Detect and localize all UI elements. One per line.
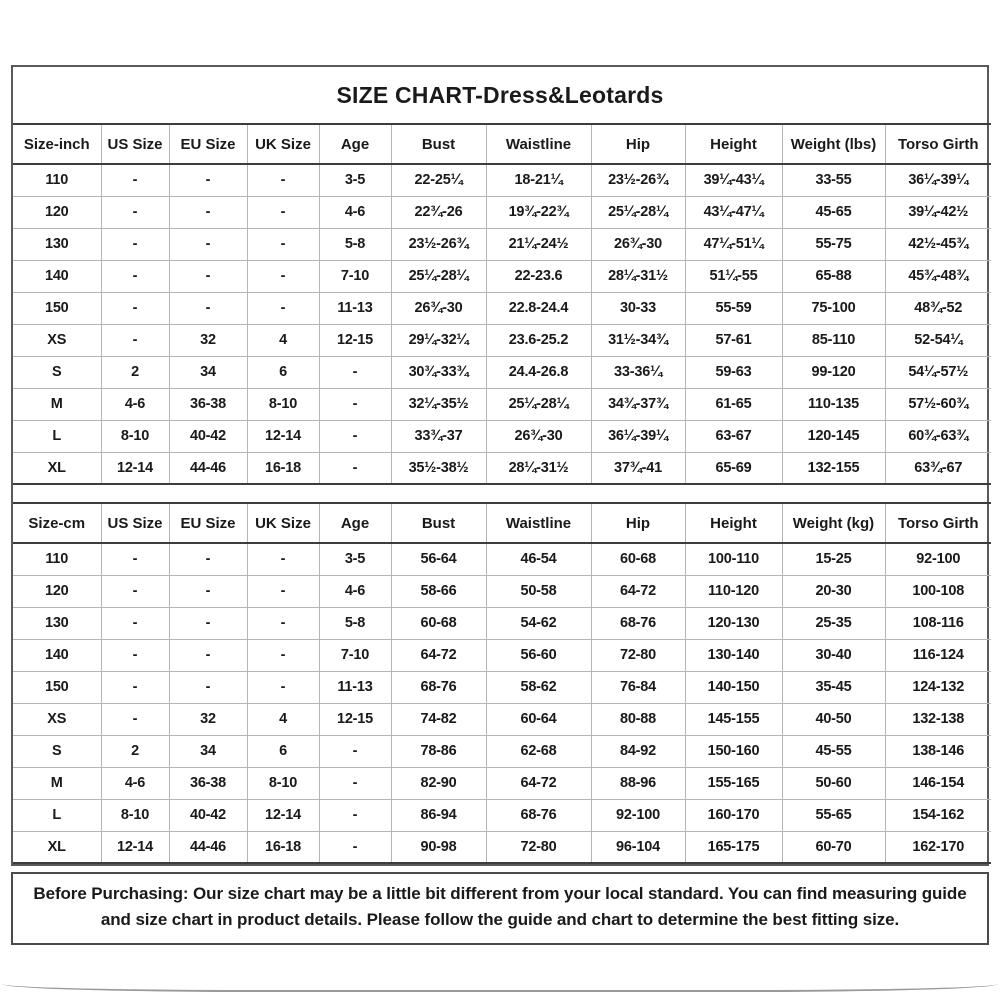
- table-cell: 11-13: [319, 671, 391, 703]
- table-cell: 65-88: [782, 260, 885, 292]
- table-cell: 36-38: [169, 767, 247, 799]
- size-label-cell: S: [13, 735, 101, 767]
- table-cell: 54-62: [486, 607, 591, 639]
- table-cell: 51¼-55: [685, 260, 782, 292]
- table-cell: 36¼-39¼: [885, 164, 991, 196]
- table-cell: 58-66: [391, 575, 486, 607]
- table-cell: 84-92: [591, 735, 685, 767]
- table-cell: 52-54¼: [885, 324, 991, 356]
- column-header-uk-size: UK Size: [247, 124, 319, 164]
- table-cell: 30¾-33¾: [391, 356, 486, 388]
- table-cell: 50-58: [486, 575, 591, 607]
- table-row-l: [13, 799, 991, 831]
- table-cell: 130-140: [685, 639, 782, 671]
- table-cell: 21¼-24½: [486, 228, 591, 260]
- table-row-xl: [13, 452, 991, 484]
- table-cell: 88-96: [591, 767, 685, 799]
- table-cell: -: [101, 703, 169, 735]
- table-cell: 33¾-37: [391, 420, 486, 452]
- table-cell: 47¼-51¼: [685, 228, 782, 260]
- table-cell: 138-146: [885, 735, 991, 767]
- table-cell: -: [319, 735, 391, 767]
- table-cell: 25¼-28¼: [591, 196, 685, 228]
- table-cell: 56-64: [391, 543, 486, 575]
- table-cell: 4-6: [319, 575, 391, 607]
- column-header-height: Height: [685, 124, 782, 164]
- size-label-cell: XS: [13, 703, 101, 735]
- page-title: SIZE CHART-Dress&Leotards: [336, 81, 664, 108]
- table-cell: 140-150: [685, 671, 782, 703]
- table-row-xl: [13, 831, 991, 863]
- size-label-cell: XS: [13, 324, 101, 356]
- table-cell: 26¾-30: [391, 292, 486, 324]
- table-cell: 23½-26¾: [391, 228, 486, 260]
- table-cell: 60¾-63¾: [885, 420, 991, 452]
- table-row-150: [13, 671, 991, 703]
- page-curl-line: [2, 976, 998, 992]
- size-label-cell: 110: [45, 172, 69, 189]
- table-cell: 116-124: [885, 639, 991, 671]
- table-cell: 55-65: [782, 799, 885, 831]
- table-cell: 22-23.6: [486, 260, 591, 292]
- table-cell: 82-90: [391, 767, 486, 799]
- table-cell: 22-25¼: [391, 164, 486, 196]
- purchase-note-box: [11, 872, 989, 945]
- column-header-bust: Bust: [391, 124, 486, 164]
- column-header-eu-size: EU Size: [169, 503, 247, 543]
- table-cell: 46-54: [486, 543, 591, 575]
- table-cell: 146-154: [885, 767, 991, 799]
- table-cell: -: [169, 228, 247, 260]
- table-cell: -: [169, 260, 247, 292]
- table-cell: 3-5: [319, 543, 391, 575]
- table-cell: -: [319, 799, 391, 831]
- size-label-cell: L: [13, 799, 101, 831]
- table-row-140: [13, 639, 991, 671]
- size-label-cell: XL: [13, 831, 101, 863]
- table-cell: 44-46: [169, 831, 247, 863]
- column-header-waistline: Waistline: [486, 503, 591, 543]
- table-cell: 74-82: [391, 703, 486, 735]
- table-cell: 12-14: [247, 799, 319, 831]
- table-cell: 23½-26¾: [591, 164, 685, 196]
- table-cell: 33-55: [782, 164, 885, 196]
- size-label-cell: 140: [13, 260, 101, 292]
- header-row-cm: [13, 503, 991, 543]
- table-cell: -: [319, 767, 391, 799]
- table-cell: -: [101, 543, 169, 575]
- table-cell: -: [101, 324, 169, 356]
- column-header-eu-size: EU Size: [169, 124, 247, 164]
- column-header-size-inch: Size-inch: [13, 124, 101, 164]
- table-cell: 99-120: [782, 356, 885, 388]
- table-cell: 4: [247, 324, 319, 356]
- column-header-hip: Hip: [591, 503, 685, 543]
- table-cell: 4: [247, 703, 319, 735]
- table-cell: -: [169, 671, 247, 703]
- table-cell: 8-10: [101, 799, 169, 831]
- table-cell: 42½-45¾: [885, 228, 991, 260]
- table-cell: -: [169, 196, 247, 228]
- table-cell: 64-72: [591, 575, 685, 607]
- table-cell: 25¼-28¼: [391, 260, 486, 292]
- table-cell: -: [101, 292, 169, 324]
- size-label-cell: M: [13, 767, 101, 799]
- table-cell: -: [247, 607, 319, 639]
- size-label-cell: M: [13, 388, 101, 420]
- table-cell: 120-130: [685, 607, 782, 639]
- table-cell: 80-88: [591, 703, 685, 735]
- table-cell: 100-110: [685, 543, 782, 575]
- table-cell: 36-38: [169, 388, 247, 420]
- table-cell: 50-60: [782, 767, 885, 799]
- table-cell: 92-100: [591, 799, 685, 831]
- table-cell: -: [169, 639, 247, 671]
- table-cell: 150-160: [685, 735, 782, 767]
- table-cell: 78-86: [391, 735, 486, 767]
- table-cell: 18-21¼: [486, 164, 591, 196]
- table-row-m: [13, 388, 991, 420]
- table-cell: 29¼-32¼: [391, 324, 486, 356]
- table-cell: 12-14: [101, 831, 169, 863]
- table-cell: 40-42: [169, 799, 247, 831]
- size-label-cell: S: [13, 356, 101, 388]
- size-label-cell: 110: [45, 551, 69, 568]
- table-cell: 145-155: [685, 703, 782, 735]
- table-cell: 65-69: [685, 452, 782, 484]
- table-cell: 16-18: [247, 831, 319, 863]
- table-row-xs: [13, 703, 991, 735]
- table-cell: -: [169, 543, 247, 575]
- table-gap: [13, 485, 987, 502]
- table-cell: 33-36¼: [591, 356, 685, 388]
- column-header-height: Height: [685, 503, 782, 543]
- table-cell: 55-75: [782, 228, 885, 260]
- table-cell: 6: [247, 735, 319, 767]
- column-header-bust: Bust: [391, 503, 486, 543]
- table-cell: -: [319, 452, 391, 484]
- table-cell: 60-64: [486, 703, 591, 735]
- table-cell: -: [247, 196, 319, 228]
- table-cell: 56-60: [486, 639, 591, 671]
- table-cell: 68-76: [486, 799, 591, 831]
- table-cell: 32¼-35½: [391, 388, 486, 420]
- table-cell: 12-15: [319, 703, 391, 735]
- table-cell: 64-72: [486, 767, 591, 799]
- table-cell: 37¾-41: [591, 452, 685, 484]
- table-cell: 25¼-28¼: [486, 388, 591, 420]
- table-cell: -: [247, 164, 319, 196]
- table-cell: 45-65: [782, 196, 885, 228]
- table-cell: 32: [169, 703, 247, 735]
- table-cell: 72-80: [486, 831, 591, 863]
- table-cell: 96-104: [591, 831, 685, 863]
- table-cell: 85-110: [782, 324, 885, 356]
- table-cell: 45¾-48¾: [885, 260, 991, 292]
- title-bar: [13, 67, 987, 123]
- table-cell: 61-65: [685, 388, 782, 420]
- table-cell: 165-175: [685, 831, 782, 863]
- column-header-weight-kg: Weight (kg): [782, 503, 885, 543]
- table-cell: 25-35: [782, 607, 885, 639]
- table-row-l: [13, 420, 991, 452]
- table-cell: 34¾-37¾: [591, 388, 685, 420]
- table-cell: 132-155: [782, 452, 885, 484]
- table-cell: 57-61: [685, 324, 782, 356]
- table-row-140: [13, 260, 991, 292]
- table-cell: 100-108: [885, 575, 991, 607]
- table-cell: 124-132: [885, 671, 991, 703]
- size-label-cell: 120: [13, 575, 101, 607]
- table-cell: 26¾-30: [486, 420, 591, 452]
- table-cell: 26¾-30: [591, 228, 685, 260]
- table-cell: 20-30: [782, 575, 885, 607]
- table-cell: -: [247, 575, 319, 607]
- table-cell: -: [101, 260, 169, 292]
- table-cell: -: [319, 420, 391, 452]
- size-chart-sheet: [11, 65, 989, 866]
- table-cell: 86-94: [391, 799, 486, 831]
- column-header-age: Age: [319, 124, 391, 164]
- column-header-us-size: US Size: [101, 124, 169, 164]
- table-cell: -: [169, 607, 247, 639]
- table-cell: 76-84: [591, 671, 685, 703]
- table-cell: -: [247, 639, 319, 671]
- table-cell: 2: [101, 356, 169, 388]
- table-cell: 154-162: [885, 799, 991, 831]
- table-cell: -: [169, 164, 247, 196]
- table-cell: -: [101, 671, 169, 703]
- table-cell: 8-10: [101, 420, 169, 452]
- table-cell: -: [101, 164, 169, 196]
- table-row-s: [13, 356, 991, 388]
- table-row-120: [13, 575, 991, 607]
- table-cell: 48¾-52: [885, 292, 991, 324]
- size-label-cell: 150: [13, 292, 101, 324]
- table-cell: 4-6: [101, 388, 169, 420]
- column-header-hip: Hip: [591, 124, 685, 164]
- table-cell: 60-68: [391, 607, 486, 639]
- table-cell: -: [169, 292, 247, 324]
- table-cell: 28¼-31½: [486, 452, 591, 484]
- table-cell: 7-10: [319, 639, 391, 671]
- table-cell: -: [169, 575, 247, 607]
- column-header-weight-lbs: Weight (lbs): [782, 124, 885, 164]
- table-cell: 22.8-24.4: [486, 292, 591, 324]
- table-cell: 63-67: [685, 420, 782, 452]
- column-header-uk-size: UK Size: [247, 503, 319, 543]
- table-cell: 63¾-67: [885, 452, 991, 484]
- table-cell: 36¼-39¼: [591, 420, 685, 452]
- column-header-torso-girth: Torso Girth: [885, 124, 991, 164]
- column-header-us-size: US Size: [101, 503, 169, 543]
- table-cell: -: [101, 196, 169, 228]
- table-cell: -: [101, 228, 169, 260]
- size-label-cell: 140: [13, 639, 101, 671]
- table-cell: 28¼-31½: [591, 260, 685, 292]
- column-header-torso-girth: Torso Girth: [885, 503, 991, 543]
- table-cell: 39¼-43¼: [685, 164, 782, 196]
- column-header-waistline: Waistline: [486, 124, 591, 164]
- table-cell: 110-120: [685, 575, 782, 607]
- column-header-size-cm: Size-cm: [13, 503, 101, 543]
- table-cell: 2: [101, 735, 169, 767]
- table-cell: -: [247, 543, 319, 575]
- table-cell: -: [101, 607, 169, 639]
- table-cell: 90-98: [391, 831, 486, 863]
- table-cell: 75-100: [782, 292, 885, 324]
- table-cell: 60-68: [591, 543, 685, 575]
- table-cell: 11-13: [319, 292, 391, 324]
- size-label-cell: 150: [13, 671, 101, 703]
- table-cell: -: [247, 292, 319, 324]
- table-cell: 162-170: [885, 831, 991, 863]
- size-label-cell: 120: [13, 196, 101, 228]
- table-cell: 30-33: [591, 292, 685, 324]
- table-row-110: [13, 543, 991, 575]
- table-row-150: [13, 292, 991, 324]
- table-row-130: [13, 607, 991, 639]
- table-cell: 7-10: [319, 260, 391, 292]
- table-cell: 40-50: [782, 703, 885, 735]
- table-cell: 4-6: [101, 767, 169, 799]
- table-cell: 5-8: [319, 228, 391, 260]
- table-cell: 54¼-57½: [885, 356, 991, 388]
- header-row-inch: [13, 124, 991, 164]
- table-cell: 68-76: [591, 607, 685, 639]
- table-cell: 31½-34¾: [591, 324, 685, 356]
- table-cell: -: [319, 388, 391, 420]
- table-cell: 5-8: [319, 607, 391, 639]
- table-cell: 59-63: [685, 356, 782, 388]
- table-cell: 39¼-42½: [885, 196, 991, 228]
- table-cell: 132-138: [885, 703, 991, 735]
- table-cell: -: [101, 639, 169, 671]
- table-cell: 15-25: [782, 543, 885, 575]
- table-row-130: [13, 228, 991, 260]
- table-row-m: [13, 767, 991, 799]
- table-cell: 60-70: [782, 831, 885, 863]
- table-cell: 34: [169, 735, 247, 767]
- table-cell: 34: [169, 356, 247, 388]
- table-cell: 62-68: [486, 735, 591, 767]
- table-cell: 6: [247, 356, 319, 388]
- table-cell: -: [247, 671, 319, 703]
- size-table-cm: [13, 502, 991, 864]
- table-cell: 23.6-25.2: [486, 324, 591, 356]
- table-cell: 12-14: [101, 452, 169, 484]
- table-cell: 3-5: [319, 164, 391, 196]
- size-label-cell: 130: [13, 607, 101, 639]
- purchase-note-text: Before Purchasing: Our size chart may be a little bit different from your local standard. You can find measuring guide and size chart in product details. Please follow the guide and chart to determine the best fitting size.: [33, 884, 967, 930]
- table-cell: -: [247, 260, 319, 292]
- table-cell: 4-6: [319, 196, 391, 228]
- table-cell: 55-59: [685, 292, 782, 324]
- table-cell: 44-46: [169, 452, 247, 484]
- table-cell: -: [319, 356, 391, 388]
- table-cell: 19¾-22¾: [486, 196, 591, 228]
- table-cell: 64-72: [391, 639, 486, 671]
- table-cell: 40-42: [169, 420, 247, 452]
- table-cell: -: [247, 228, 319, 260]
- table-cell: 32: [169, 324, 247, 356]
- table-cell: 58-62: [486, 671, 591, 703]
- size-label-cell: XL: [13, 452, 101, 484]
- column-header-age: Age: [319, 503, 391, 543]
- table-cell: 68-76: [391, 671, 486, 703]
- size-table-inch: [13, 123, 991, 485]
- size-label-cell: 130: [13, 228, 101, 260]
- table-cell: 22¾-26: [391, 196, 486, 228]
- table-cell: -: [319, 831, 391, 863]
- table-cell: 155-165: [685, 767, 782, 799]
- table-cell: 92-100: [885, 543, 991, 575]
- table-cell: 108-116: [885, 607, 991, 639]
- table-cell: 12-14: [247, 420, 319, 452]
- table-cell: 160-170: [685, 799, 782, 831]
- table-row-120: [13, 196, 991, 228]
- table-cell: 35-45: [782, 671, 885, 703]
- table-cell: 8-10: [247, 767, 319, 799]
- table-row-xs: [13, 324, 991, 356]
- table-cell: 57½-60¾: [885, 388, 991, 420]
- table-cell: 45-55: [782, 735, 885, 767]
- table-row-110: [13, 164, 991, 196]
- table-cell: 30-40: [782, 639, 885, 671]
- table-cell: 43¼-47¼: [685, 196, 782, 228]
- table-cell: 110-135: [782, 388, 885, 420]
- table-cell: 72-80: [591, 639, 685, 671]
- table-cell: 120-145: [782, 420, 885, 452]
- table-row-s: [13, 735, 991, 767]
- table-cell: 8-10: [247, 388, 319, 420]
- table-cell: 24.4-26.8: [486, 356, 591, 388]
- table-cell: 35½-38½: [391, 452, 486, 484]
- size-label-cell: L: [13, 420, 101, 452]
- table-cell: 16-18: [247, 452, 319, 484]
- table-cell: -: [101, 575, 169, 607]
- table-cell: 12-15: [319, 324, 391, 356]
